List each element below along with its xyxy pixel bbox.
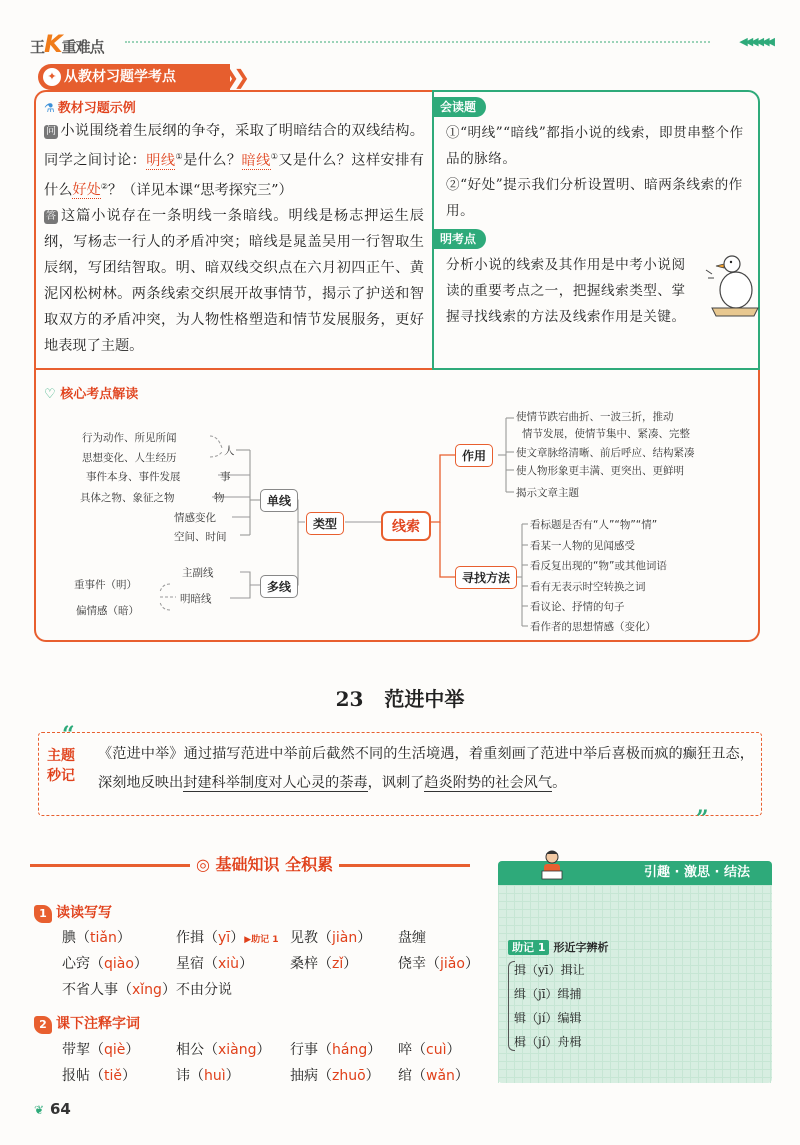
memo-item: 缉（jī）缉捕 (514, 987, 582, 1001)
note-item: 绾（wǎn） (398, 1068, 469, 1084)
find-item-1: 看标题是否有“人”“物”“情” (530, 519, 658, 531)
open-quote-icon: “ (62, 722, 75, 748)
memo-heading: 助记 1 形近字辨析 (508, 939, 608, 955)
exam-point-text: 分析小说的线索及其作用是中考小说阅读的重要考点之一，把握线索类型、掌握寻找线索的方法及线索作用是关键。 (446, 257, 686, 325)
question-text-b: 是什么？ (183, 152, 242, 169)
note-item: 报帖（tiě） (62, 1068, 136, 1084)
page-number: 64 (50, 1100, 71, 1118)
effect-item-2: 使文章脉络清晰、前后呼应、结构紧凑 (516, 447, 695, 459)
chapter-title: 23 范进中举 (335, 687, 465, 711)
chevron-right-icon: ❯❯ (222, 65, 244, 89)
reader-figure-icon (538, 849, 566, 885)
node-multi: 多线 (260, 575, 298, 598)
single-spacetime: 空间、时间 (174, 531, 227, 543)
single-person: 人 (224, 445, 235, 457)
word-item: 不省人事（xǐng） (62, 982, 176, 998)
effect-item-1b: 情节发展，使情节集中、紧凑、完整 (522, 428, 690, 440)
multi-emotion: 偏情感（暗） (76, 605, 139, 617)
word-item: 作揖（yī）▶助记 1 (176, 930, 279, 946)
memo-item: 辑（jí）编辑 (514, 1011, 582, 1025)
word-item: 星宿（xiù） (176, 956, 254, 972)
single-thing-detail: 具体之物、象征之物 (80, 492, 175, 504)
note-item: 讳（huì） (176, 1068, 240, 1084)
keyword-benefit: 好处 (72, 182, 101, 199)
flask-icon: ⚗ (44, 101, 55, 115)
effect-item-3: 使人物形象更丰满、更突出、更鲜明 (516, 465, 684, 477)
read-write-heading: 1 读读写写 (34, 902, 112, 923)
close-quote-icon: ” (696, 806, 709, 832)
question-text-c: 又是什么？这样安排有什么 (44, 152, 424, 199)
note-item: 啐（cuì） (398, 1042, 461, 1058)
single-event-detail: 事件本身、事件发展 (86, 471, 181, 483)
note-item: 行事（háng） (290, 1042, 382, 1058)
question-badge: 问 (46, 126, 56, 137)
note-item: 抽病（zhuō） (290, 1068, 380, 1084)
answer-text: 这篇小说存在一条明线一条暗线。明线是杨志押运生辰纲，写杨志一行人的矛盾冲突；暗线是晁盖吴用一行智取生辰纲，写团结智取。明、暗双线交织点在六月初四正午、黄泥冈松树林。两条线索交织展开故事情节，揭示了护送和智取双方的矛盾冲突，为人物性格塑造和情节发展服务，更好地表现了主题。 (44, 208, 424, 355)
node-clue: 线索 (381, 511, 431, 541)
question-text-a: 小说围绕着生辰纲的争夺，采取了明暗结合的双线结构。同学之间讨论： (44, 123, 424, 169)
footnote-mark: ① (175, 152, 184, 161)
ribbon-label: 从教材习题学考点 (64, 69, 176, 85)
memo-item: 揖（yī）揖让 (514, 963, 585, 977)
single-person-1: 行为动作、所见所闻 (82, 432, 177, 444)
multi-light-dark: 明暗线 (180, 593, 212, 605)
swirl-icon: ◎ (196, 855, 210, 874)
note-item: 相公（xiàng） (176, 1042, 271, 1058)
read-question-2: ②“好处”提示我们分析设置明、暗两条线索的作用。 (446, 177, 743, 219)
node-single: 单线 (260, 489, 298, 512)
multi-main-sub: 主副线 (182, 567, 214, 579)
note-item: 带挈（qiè） (62, 1042, 140, 1058)
single-event: 事 (220, 471, 231, 483)
theme-label: 主题 秒记 (47, 748, 75, 784)
word-item: 心窍（qiào） (62, 956, 148, 972)
word-item: 腆（tiǎn） (62, 930, 131, 946)
multi-event: 重事件（明） (74, 579, 137, 591)
exam-point-tag: 明考点 (432, 228, 486, 247)
word-item: 侥幸（jiǎo） (398, 956, 479, 972)
node-find-method: 寻找方法 (455, 566, 517, 589)
find-item-3: 看反复出现的“物”或其他词语 (530, 560, 667, 572)
tips-panel (498, 861, 772, 1083)
node-type: 类型 (306, 512, 344, 535)
single-person-2: 思想变化、人生经历 (82, 452, 177, 464)
memo-item: 楫（jí）舟楫 (514, 1035, 582, 1049)
word-item: 不由分说 (176, 982, 232, 998)
read-question-1: ①“明线”“暗线”都指小说的线索，即贯串整个作品的脉络。 (446, 125, 744, 167)
find-item-2: 看某一人物的见闻感受 (530, 540, 635, 552)
find-item-6: 看作者的思想情感（变化） (530, 621, 656, 633)
footnote-mark: ① (270, 152, 279, 161)
notes-heading: 2 课下注释字词 (34, 1013, 140, 1034)
effect-item-4: 揭示文章主题 (516, 487, 579, 499)
read-question-tag: 会读题 (432, 96, 486, 115)
effect-item-1a: 使情节跌宕曲折、一波三折，推动 (516, 411, 674, 423)
find-item-5: 看议论、抒情的句子 (530, 601, 625, 613)
word-item: 桑梓（zǐ） (290, 956, 358, 972)
tips-panel-title: 引趣 · 激思 · 结法 (498, 861, 772, 885)
answer-badge: 答 (46, 211, 56, 223)
word-item: 盘缠 (398, 930, 426, 946)
example-heading: ⚗ 教材习题示例 (44, 101, 136, 116)
keyword-dark-line: 暗线 (241, 152, 271, 169)
footnote-mark: ② (100, 181, 108, 191)
find-item-4: 看有无表示时空转换之词 (530, 581, 646, 593)
question-text-d: ？（详见本课“思考探究三”） (107, 182, 293, 199)
leaf-icon: ❦ (34, 1103, 45, 1117)
single-thing: 物 (214, 492, 225, 504)
brand-logo: 王K重难点 (30, 30, 104, 58)
keyword-bright-line: 明线 (146, 152, 176, 169)
header-arrows: ◀◀◀◀◀◀ (739, 35, 772, 48)
node-effect: 作用 (455, 444, 493, 467)
word-item: 见教（jiàn） (290, 930, 372, 946)
core-heading: ♡ 核心考点解读 (44, 387, 139, 402)
single-emotion: 情感变化 (174, 512, 216, 524)
shield-icon: ♡ (44, 387, 56, 402)
theme-text: 《范进中举》通过描写范进中举前后截然不同的生活境遇，着重刻画了范进中举后喜极而疯的癫狂丑态，深刻地反映出封建科举制度对人心灵的荼毒，讽刺了趋炎附势的社会风气。 (98, 746, 754, 791)
bulb-icon: ✦ (43, 68, 61, 86)
